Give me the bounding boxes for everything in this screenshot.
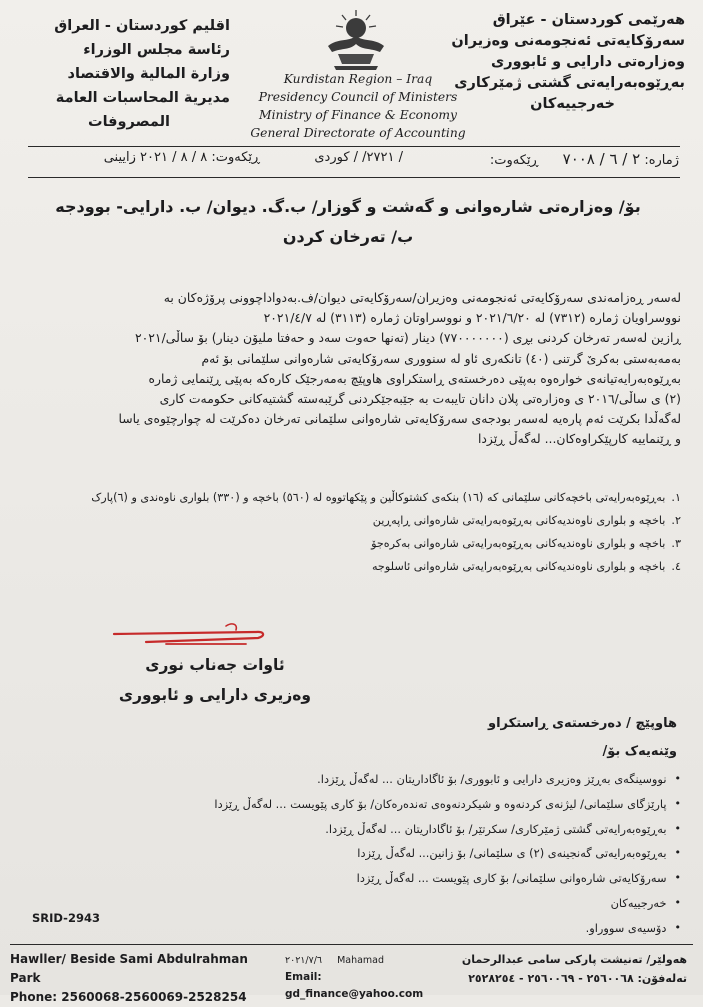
footer-stamp [285,952,435,969]
cc-heading [377,713,677,763]
footer-address-ku: هەولێر/ تەنیشت پارکی سامی عبدالرحمان [461,953,687,966]
body-line: لەگەڵدا بکرێت ئەم پارەیە لەسەر بودجەی سەرۆکایەتی شارەوانی سلێمانی تەرخان دەکرێت لە چوارچێوەی یاسا [118,411,681,427]
cc-item [71,866,681,891]
list-item-number: ٢. [671,514,681,527]
handwritten-signature [106,618,276,652]
header-arabic-line: اقليم كوردستان - العراق [54,18,230,34]
ref-number-block [379,150,679,174]
body-line: ڕازین لەسەر تەرخان کردنی بڕی (٧٧٠٠٠٠٠٠٠) دینار (تەنها حەوت سەد و حەفتا ملیۆن دینار) بۆ ساڵی/٢٠٢١ [134,330,681,346]
header-english [238,70,478,142]
list-item-number: ١. [671,491,681,504]
header-english-line: Presidency Council of Ministers [258,90,458,104]
bullet-icon: • [674,895,681,909]
header-kurdish-line: هەرێمی کوردستان - عێراق [492,12,685,28]
header-kurdish-line: سەرۆکایەتی ئەنجومەنی وەزیران [451,33,685,49]
footer-address-en: Hawller/ Beside Sami Abdulrahman Park [10,952,248,985]
body-line: (٢) ی ساڵی/٢٠١٦ ی وەزارەتی پلان دانان تایبەت بە جێبەجێکردنی گرێبەستە گشتیەکانی حکومەت کاری [159,391,681,407]
header-arabic [40,14,230,134]
footer-phone-ku: تەلەفۆن: ٢٥٦٠٠٦٨ - ٢٥٦٠٠٦٩ - ٢٥٢٨٢٥٤ [468,972,687,985]
header-arabic-line: رئاسة مجلس الوزراء [83,42,230,58]
subject-recipient: بۆ/ وەزارەتی شارەوانی و گەشت و گوزار/ ب.گ. دیوان/ ب. دارایی- بوودجە [55,197,641,216]
bullet-icon: • [674,920,681,934]
ref-date-gregorian: ٨ / ٨ / ٢٠٢١ زایینی [103,150,208,165]
body-line: و ڕێنماییە کارپێکراوەکان... لەگەڵ ڕێزدا [477,431,681,447]
body-line: نووسراویان ژمارە (٧٣١٢) لە ٢٠٢١/٦/٢٠ و نووسراوتان ژمارە (٣١١٣) لە ٢٠٢١/٤/٧ [263,310,681,326]
footer-contact-kurdish [437,950,687,988]
cc-item-text: نووسینگەی بەڕێز وەزیری دارایی و ئابووری/ بۆ ئاگاداریتان ... لەگەڵ ڕێزدا. [317,772,667,786]
header-english-line: Kurdistan Region – Iraq [283,72,433,86]
cc-item [71,891,681,916]
list-item [16,555,681,578]
subject-title: ب/ تەرخان کردن [282,227,414,246]
list-item-text: بەڕێوەبەرایەتی باخچەکانی سلێمانی کە (١٦) بنکەی کشتوکاڵین و پێکهاتووە لە (٥٦٠) باخچە و (٣٣٠) بلواری ناوەندی و (٦)پارک [91,491,666,504]
directorate-list [16,486,681,578]
ref-date-kurdi: / ٢٧٢١/ / کوردی [314,150,403,165]
list-item-number: ٣. [671,537,681,550]
cc-item [71,767,681,792]
cc-item [71,817,681,842]
attachment-note: هاوپێچ / دەرخستەی ڕاستکراو [488,716,677,731]
ref-date-label: ڕێکەوت: [489,153,539,168]
header-arabic-line: وزارة المالية والاقتصاد [67,66,230,82]
subject-block [23,192,673,252]
cc-item-text: دۆسیەی سووراو. [585,920,667,935]
header-english-line: General Directorate of Accounting [250,126,466,140]
cc-item-text: بەڕێوەبەرایەتی گشتی ژمێرکاری/ سکرتێر/ بۆ ئاگاداریتان ... لەگەڵ ڕێزدا. [325,821,667,836]
cc-item [71,792,681,817]
footer-middle [285,952,435,1003]
list-item-text: باخچە و بلواری ناوەندیەکانی بەڕێوەبەرایەتی شارەوانی بەکرەجۆ [371,537,666,550]
bullet-icon: • [674,871,681,885]
footer-email: Email: gd_finance@yahoo.com [285,971,424,1000]
header-arabic-line: مديرية المحاسبات العامة [55,90,230,106]
header-arabic-line: المصروفات [88,114,170,130]
ref-number-label: ژمارە: [644,153,679,168]
list-item [16,532,681,555]
cc-list [71,767,681,941]
signature-block [110,650,320,710]
cc-item [71,916,681,941]
kurdistan-emblem-icon [318,8,394,74]
header-kurdish-line: بەڕێوەبەرایەتی گشتی ژمێرکاری [454,75,685,91]
list-item-text: باخچە و بلواری ناوەندیەکانی بەڕێوەبەرایەتی شارەوانی ئاسلوجە [371,560,666,573]
header-english-line: Ministry of Finance & Economy [259,108,457,122]
list-item [16,486,681,509]
header-kurdish-line: وەزارەتی دارایی و ئابووری [491,54,685,70]
cc-item-text: پارێزگای سلێمانی/ لیژنەی کردنەوە و شیکردنەوەی تەندەرەکان/ بۆ کاری پێویست ... لەگەڵ ڕێزدا [214,796,667,811]
body-line: بەڕێوەبەرایەتیانەی خوارەوە بەپێی دەرخستەی ڕاستکراوی هاوپێچ بەمەرجێک کارەکە بەپێی ڕێنمایی ژمارە [148,370,681,386]
list-item-number: ٤. [671,560,681,573]
footer-phone-en: Phone: 2560068-2560069-2528254 [10,990,247,1004]
footer-divider [10,944,693,945]
list-item-text: باخچە و بلواری ناوەندیەکانی بەڕێوەبەرایەتی شارەوانی ڕاپەڕین [372,514,666,527]
bullet-icon: • [674,772,681,785]
footer-stamp-name: Mahamad [337,955,385,966]
cc-item-text: خەرجییەکان [610,895,667,910]
bullet-icon: • [674,796,681,810]
body-line: لەسەر ڕەزامەندی سەرۆکایەتی ئەنجومەنی وەزیران/سەرۆکایەتی دیوان/ف.بەدواداچوونی پرۆژەکان بە [163,290,681,305]
list-item [16,509,681,532]
ref-date-gregorian-block [30,150,260,174]
srid-code: SRID-2943 [32,911,100,925]
bullet-icon: • [674,846,681,860]
cc-item-text: سەرۆکایەتی شارەوانی سلێمانی/ بۆ کاری پێویست ... لەگەڵ ڕێزدا [356,871,667,886]
footer-contact-english [10,950,260,1007]
cc-title: وێنەیەک بۆ/ [602,744,677,759]
body-line: بەمەبەستی بەکرێ گرتنی (٤٠) تانکەری ئاو لە سنووری سەرۆکایەتی شارەوانی سلێمانی بۆ ئەم [201,350,681,366]
ref-divider [28,177,680,178]
bullet-icon: • [674,821,681,835]
header-divider [28,146,680,147]
signatory-name: ئاوات جەناب نوری [145,656,285,674]
ref-date2-label: ڕێکەوت: [211,150,260,165]
footer-stamp-date: ٢٠٢١/٧/٦ [285,955,323,966]
cc-item-text: بەڕێوەبەرایەتی گەنجینەی (٢) ی سلێمانی/ بۆ زانین... لەگەڵ ڕێزدا [357,846,667,861]
header-kurdish-line: خەرجییەکان [530,96,615,112]
cc-item [71,841,681,866]
ref-number-value: ٢ / ٦ / ٧٠٠٨ [562,150,641,168]
body-paragraph [21,288,681,450]
signatory-title: وەزیری دارایی و ئابووری [118,686,312,704]
